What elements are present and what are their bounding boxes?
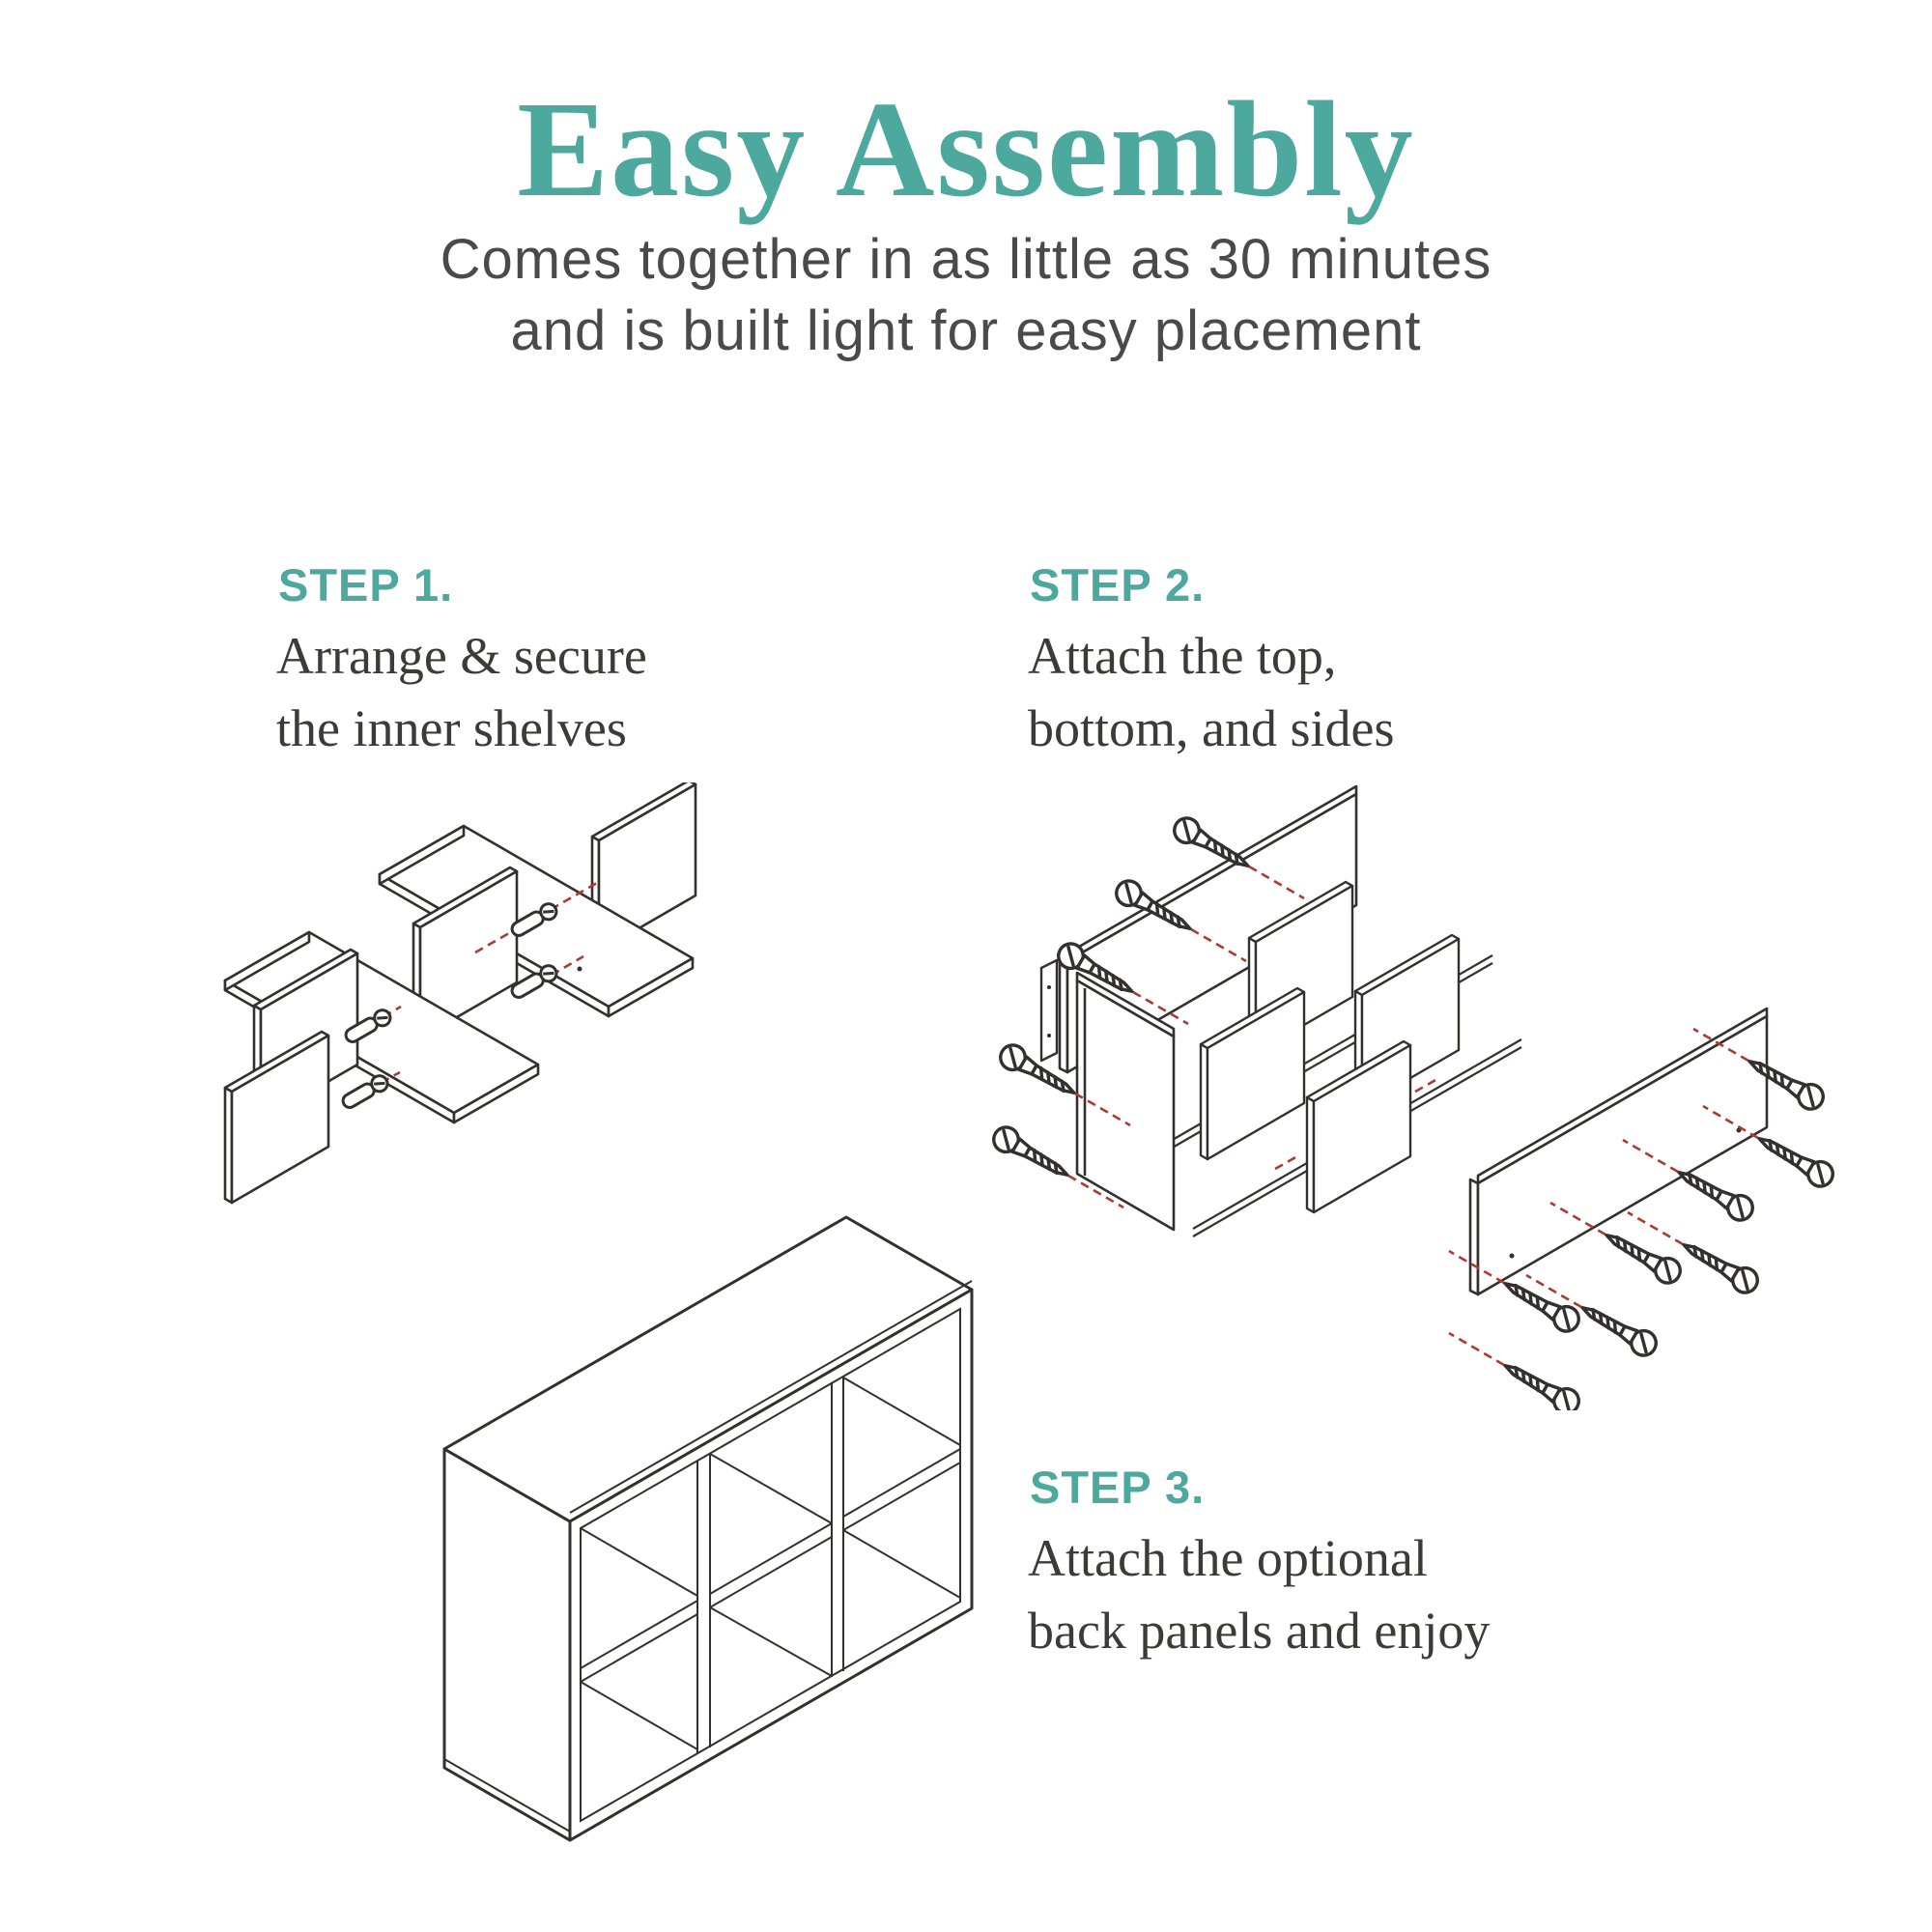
step-1-label: STEP 1.: [278, 559, 454, 611]
side-panel-edge: [1041, 960, 1057, 1061]
dowel-icon: [340, 1073, 390, 1111]
screw-icon: [1678, 1235, 1762, 1297]
step-1-description: [276, 620, 647, 764]
step-2-label: STEP 2.: [1030, 559, 1206, 611]
step-3-description: [1028, 1522, 1490, 1666]
step-1-desc-line-2: the inner shelves: [276, 698, 627, 757]
screw-icon: [989, 1122, 1073, 1185]
divider-panel: [1201, 988, 1304, 1159]
step-3-desc-line-1: Attach the optional: [1028, 1529, 1428, 1587]
screw-icon: [1601, 1225, 1685, 1288]
divider-panel: [225, 1032, 328, 1203]
divider-panel: [1307, 1041, 1410, 1212]
cube-organizer: [444, 1217, 972, 1840]
screw-icon: [1499, 1355, 1583, 1410]
step-2-desc-line-1: Attach the top,: [1028, 627, 1337, 685]
subtitle-line-2: and is built light for easy placement: [510, 299, 1422, 363]
step-2-desc-line-2: bottom, and sides: [1028, 698, 1395, 757]
step-3-illustration-assembled-organizer: [406, 1188, 1082, 1893]
step-2-illustration-exploded-outer-frame: [985, 753, 1835, 1410]
step-2-description: [1028, 620, 1394, 764]
step-3-desc-line-2: back panels and enjoy: [1028, 1601, 1491, 1660]
subtitle: [0, 224, 1932, 367]
subtitle-line-1: Comes together in as little as 30 minutes: [440, 228, 1492, 291]
screw-icon: [1577, 1297, 1661, 1360]
step-1-desc-line-1: Arrange & secure: [276, 627, 647, 685]
step-3-label: STEP 3.: [1030, 1462, 1206, 1513]
page-title: Easy Assembly: [517, 72, 1415, 225]
screw-icon: [1753, 1128, 1835, 1191]
